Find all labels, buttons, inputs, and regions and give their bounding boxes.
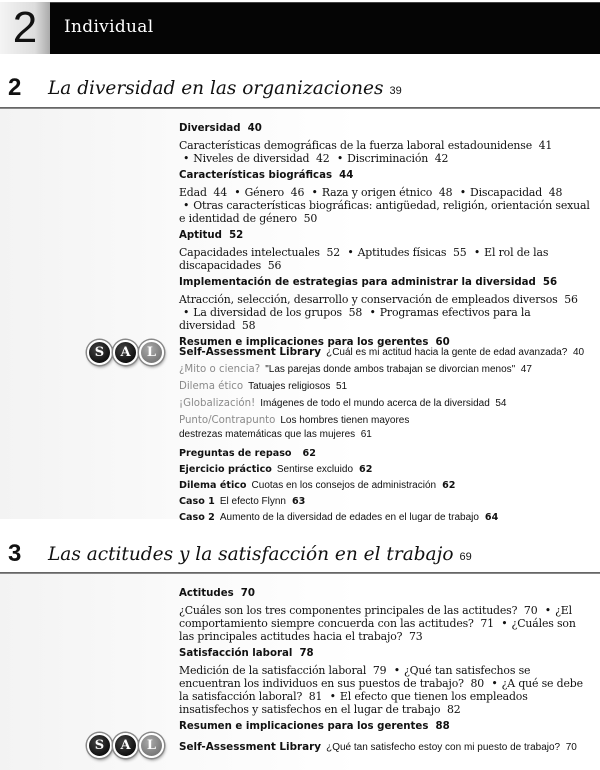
endmatter-label: Dilema ético: [179, 480, 247, 491]
chapter-3-heading[interactable]: [0, 540, 600, 570]
topic-page: 58: [348, 306, 363, 319]
topic-text: Niveles de diversidad: [193, 152, 310, 165]
topic-text: Raza y origen étnico: [321, 186, 433, 199]
topic-page: 79: [372, 664, 387, 677]
topic-text: Atracción, selección, desarrollo y conservación de empleados diversos: [179, 293, 558, 306]
endmatter-item[interactable]: [179, 462, 594, 478]
bullet-icon: •: [393, 664, 400, 677]
topic-item[interactable]: [179, 664, 386, 677]
section-title-text: Actitudes: [179, 588, 234, 599]
sal-s-icon: S: [87, 340, 112, 365]
topic-page: 48: [438, 186, 453, 199]
part-header: [0, 0, 600, 55]
bullet-icon: •: [459, 186, 466, 199]
topic-page: 50: [303, 212, 318, 225]
endmatter-item[interactable]: [179, 494, 594, 510]
topic-text: Medición de la satisfacción laboral: [179, 664, 367, 677]
section-page: 60: [435, 337, 450, 348]
section-title[interactable]: [179, 587, 594, 601]
bullet-icon: •: [336, 152, 344, 165]
section-topics: [179, 139, 594, 165]
topic-page: 70: [523, 604, 538, 617]
endmatter-text: Cuotas en los consejos de administración: [251, 480, 437, 491]
feature-item[interactable]: [179, 345, 594, 360]
section-title-text: Resumen e implicaciones para los gerentes: [179, 337, 429, 348]
feature-page: 40: [572, 347, 585, 358]
feature-page: 54: [495, 398, 507, 409]
chapter-number: 2: [8, 74, 22, 101]
sal-l-icon: L: [139, 733, 164, 758]
section-title[interactable]: [179, 720, 594, 734]
feature-text: Imágenes de todo el mundo acerca de la diversidad: [260, 398, 490, 409]
section-page: 44: [339, 170, 354, 181]
topic-item[interactable]: [179, 199, 590, 225]
bullet-icon: •: [473, 246, 481, 259]
bullet-icon: •: [491, 677, 498, 690]
topic-text: Edad: [179, 186, 207, 199]
topic-page: 82: [446, 703, 461, 716]
topic-page: 48: [548, 186, 563, 199]
section-topics: [179, 186, 594, 225]
topic-item[interactable]: [322, 186, 453, 199]
section-title[interactable]: [179, 169, 594, 183]
endmatter-text: El efecto Flynn: [219, 496, 286, 507]
feature-text: ¿Cuál es mi actitud hacia la gente de edad avanzada?: [326, 347, 568, 358]
topic-text: ¿Qué tan satisfechos se encuentran los individuos en sus puestos de trabajo?: [179, 664, 531, 690]
section-topics: [179, 664, 594, 716]
endmatter-page: 62: [442, 480, 456, 491]
part-title: Individual: [64, 17, 154, 37]
topic-text: Aptitudes físicas: [357, 246, 447, 259]
feature-page: 61: [360, 429, 372, 440]
bullet-icon: •: [501, 617, 508, 630]
feature-label: Self-Assessment Library: [179, 741, 322, 753]
section-page: 88: [435, 721, 450, 732]
section-page: 56: [542, 277, 558, 288]
feature-text: Tatuajes religiosos: [248, 381, 331, 392]
section-title-text: Diversidad: [179, 123, 241, 134]
endmatter-label: Caso 1: [179, 496, 215, 507]
feature-item[interactable]: [179, 380, 594, 394]
bullet-icon: •: [311, 186, 318, 199]
chapter-page: 69: [459, 551, 472, 563]
feature-text: Los hombres tienen mayores destrezas matemáticas que las mujeres: [179, 415, 410, 440]
feature-item[interactable]: [179, 414, 444, 442]
topic-page: 81: [308, 690, 323, 703]
topic-item[interactable]: [358, 246, 467, 259]
sal-s-icon: S: [87, 733, 112, 758]
section-title-text: Aptitud: [179, 230, 222, 241]
feature-page: 47: [520, 364, 532, 375]
feature-item[interactable]: [179, 397, 594, 411]
feature-label: Punto/Contrapunto: [179, 415, 276, 426]
topic-item[interactable]: [347, 152, 448, 165]
topic-page: 46: [290, 186, 305, 199]
bullet-icon: •: [544, 604, 552, 617]
chapter-page: 39: [389, 85, 402, 97]
chapter-title-text: La diversidad en las organizaciones: [48, 78, 384, 99]
feature-label: ¡Globalización!: [179, 398, 256, 409]
topic-page: 73: [408, 630, 423, 643]
topic-page: 58: [241, 319, 256, 332]
feature-label: Self-Assessment Library: [179, 346, 322, 358]
endmatter-label: Ejercicio práctico: [179, 464, 272, 475]
topic-item[interactable]: [245, 186, 305, 199]
bullet-icon: •: [347, 246, 354, 259]
section-page: 40: [247, 123, 262, 134]
endmatter-item[interactable]: [179, 510, 594, 526]
topic-item[interactable]: [193, 152, 329, 165]
topic-text: Programas efectivos para la diversidad: [179, 306, 531, 332]
bullet-icon: •: [183, 199, 190, 212]
section-title-text: Características biográficas: [179, 170, 333, 181]
endmatter-page: 62: [302, 448, 316, 459]
sal-a-icon: A: [113, 733, 138, 758]
section-title[interactable]: [179, 122, 594, 136]
topic-item[interactable]: [179, 293, 578, 306]
endmatter-text: Aumento de la diversidad de edades en el lugar de trabajo: [219, 512, 479, 523]
topic-text: ¿El comportamiento siempre concuerda con las actitudes?: [179, 604, 572, 630]
topic-text: Discriminación: [347, 152, 429, 165]
topic-page: 42: [434, 152, 449, 165]
topic-page: 44: [213, 186, 227, 199]
section-title-text: Implementación de estrategias para administrar la diversidad: [179, 277, 536, 288]
feature-label: ¿Mito o ciencia?: [179, 364, 261, 375]
section-title[interactable]: [179, 229, 594, 243]
endmatter-item[interactable]: [179, 478, 594, 494]
chapter-title: [48, 544, 472, 565]
bullet-icon: •: [329, 690, 336, 703]
section-topics: [179, 246, 594, 272]
section-page: 52: [229, 230, 244, 241]
topic-text: ¿A qué se debe la satisfacción laboral?: [179, 677, 583, 703]
sal-logo: [87, 340, 167, 366]
sal-l-icon: L: [139, 340, 164, 365]
chapter-2-sections: [179, 122, 594, 350]
endmatter-page: 63: [292, 496, 306, 507]
section-page: 78: [299, 648, 314, 659]
feature-text: "Las parejas donde ambos trabajan se divorcian menos": [265, 364, 516, 375]
section-page: 70: [240, 588, 255, 599]
feature-label: Dilema ético: [179, 381, 244, 392]
chapter-number: 3: [8, 540, 22, 567]
endmatter-label: Preguntas de repaso: [179, 448, 292, 459]
topic-page: 42: [316, 152, 330, 165]
chapter-2-heading[interactable]: [0, 74, 600, 104]
topic-item[interactable]: [193, 306, 362, 319]
section-title[interactable]: [179, 647, 594, 661]
topic-item[interactable]: [179, 246, 340, 259]
topic-page: 56: [564, 293, 578, 306]
topic-page: 41: [538, 139, 553, 152]
topic-text: Otras características biográficas: antigüedad, religión, orientación sexual e identidad de género: [179, 199, 590, 225]
chapter-3-sections: [179, 587, 594, 734]
section-topics: [179, 604, 594, 643]
section-title-text: Resumen e implicaciones para los gerentes: [179, 721, 429, 732]
sal-a-icon: A: [113, 340, 138, 365]
section-title-text: Satisfacción laboral: [179, 648, 293, 659]
topic-text: La diversidad de los grupos: [193, 306, 342, 319]
topic-text: ¿Cuáles son las principales actitudes hacia el trabajo?: [179, 617, 576, 643]
endmatter-label: Caso 2: [179, 512, 215, 523]
topic-text: El rol de las discapacidades: [179, 246, 549, 272]
topic-item[interactable]: [179, 139, 552, 152]
endmatter-text: Sentirse excluido: [276, 464, 354, 475]
feature-text: ¿Qué tan satisfecho estoy con mi puesto de trabajo?: [326, 742, 561, 753]
topic-text: ¿Cuáles son los tres componentes principales de las actitudes?: [179, 604, 518, 617]
topic-text: El efecto que tienen los empleados insatisfechos y satisfechos en el lugar de trabajo: [179, 690, 528, 716]
topic-page: 56: [267, 259, 282, 272]
chapter-2-endmatter: [179, 446, 594, 526]
chapter-3-features: [179, 740, 594, 758]
feature-page: 51: [335, 381, 348, 392]
feature-page: 70: [565, 742, 577, 753]
bullet-icon: •: [183, 306, 190, 319]
chapter-title-text: Las actitudes y la satisfacción en el trabajo: [48, 544, 454, 565]
topic-text: Características demográficas de la fuerza laboral estadounidense: [179, 139, 533, 152]
topic-item[interactable]: [470, 186, 562, 199]
feature-item[interactable]: [179, 740, 594, 755]
bullet-icon: •: [183, 152, 190, 165]
section-title[interactable]: [179, 276, 594, 290]
topic-text: Capacidades intelectuales: [179, 246, 320, 259]
part-title-bar: [50, 2, 600, 54]
chapter-title: [48, 78, 402, 99]
topic-item[interactable]: [179, 604, 537, 617]
bullet-icon: •: [234, 186, 241, 199]
feature-item[interactable]: [179, 363, 594, 377]
part-number: 2: [0, 2, 50, 54]
topic-text: Discapacidad: [469, 186, 543, 199]
topic-item[interactable]: [179, 186, 227, 199]
topic-page: 71: [480, 617, 494, 630]
topic-page: 52: [326, 246, 340, 259]
topic-page: 55: [453, 246, 467, 259]
topic-text: Género: [244, 186, 285, 199]
topic-page: 80: [470, 677, 485, 690]
endmatter-page: 62: [359, 464, 373, 475]
endmatter-item[interactable]: [179, 446, 594, 462]
bullet-icon: •: [369, 306, 376, 319]
chapter-2-features: [179, 345, 594, 445]
endmatter-page: 64: [484, 512, 499, 523]
section-topics: [179, 293, 594, 332]
sal-logo: [87, 733, 167, 759]
